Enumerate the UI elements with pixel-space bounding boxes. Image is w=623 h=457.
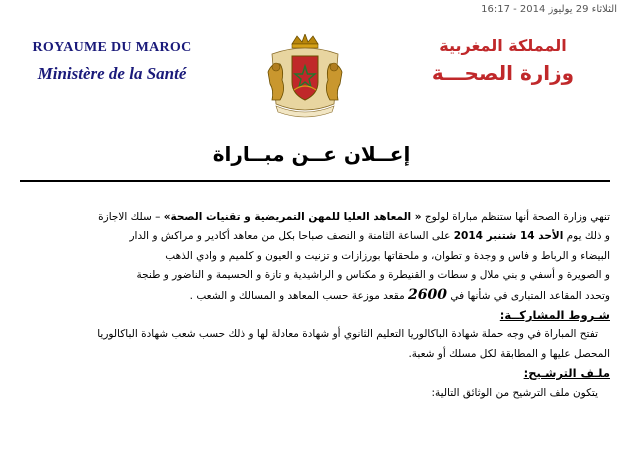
exam-date: الأحد 14 شتنبر 2014: [453, 230, 564, 243]
header-arabic: [413, 36, 593, 85]
kingdom-name-ar: المملكة المغربية: [439, 36, 567, 55]
intro-text: مقعد موزعة حسب المعاهد و المسالك و الشعب .: [189, 289, 405, 302]
conditions-line-2: المحصل عليها و المطابقة لكل مسلك أو شعبة.: [408, 347, 610, 360]
intro-text: – سلك الاجازة: [98, 211, 161, 223]
moroccan-coat-of-arms-icon: [262, 34, 348, 120]
intro-line-2: [30, 227, 610, 246]
intro-text: وتحدد المقاعد المتبارى في شأنها في: [450, 289, 610, 302]
kingdom-name-fr: ROYAUME DU MAROC: [32, 40, 192, 55]
intro-line-4: و الصويرة و أسفي و بني ملال و سطات و القنيطرة و مكناس و الراشيدية و تازة و الحسيمة و الناضور و طنجة: [136, 269, 610, 282]
application-heading: ملـف الترشـيح:: [523, 366, 610, 381]
timestamp: الثلاثاء 29 يوليوز 2014 - 16:17: [481, 4, 617, 15]
conditions-heading: شـروط المشاركــة:: [499, 308, 610, 323]
intro-line-1: [30, 208, 610, 227]
intro-line-3: البيضاء و الرباط و فاس و وجدة و تطوان، و ملحقاتها بورزازات و تزنيت و العيون و كلميم و وادي الذهب: [165, 249, 610, 262]
intro-line-5: [30, 286, 610, 306]
ministry-name-ar: وزارة الصحـــة: [431, 61, 575, 85]
ministry-name-fr: Ministère de la Santé: [37, 64, 187, 83]
announcement-title: إعــلان عــن مبــاراة: [212, 142, 411, 166]
header-french: [12, 40, 212, 84]
intro-text: تنهي وزارة الصحة أنها ستنظم مباراة لولوج: [424, 211, 610, 223]
application-line-1: يتكون ملف الترشيح من الوثائق التالية:: [431, 386, 598, 399]
intro-text: و ذلك يوم: [566, 230, 610, 243]
intro-text: على الساعة الثامنة و النصف صباحا بكل من معاهد أكادير و مراكش و الدار: [129, 230, 451, 243]
seat-count: 2600: [408, 286, 448, 303]
institute-name: « المعاهد العليا للمهن التمريضية و تقنيات الصحة»: [163, 211, 422, 223]
conditions-line-1: تفتح المباراة في وجه حملة شهادة الباكالوريا التعليم الثانوي أو شهادة معادلة لها و ذلك حسب شعب شهادة الباكالوريا: [97, 328, 598, 341]
announcement-body: [30, 208, 610, 403]
title-underline: [20, 180, 610, 182]
